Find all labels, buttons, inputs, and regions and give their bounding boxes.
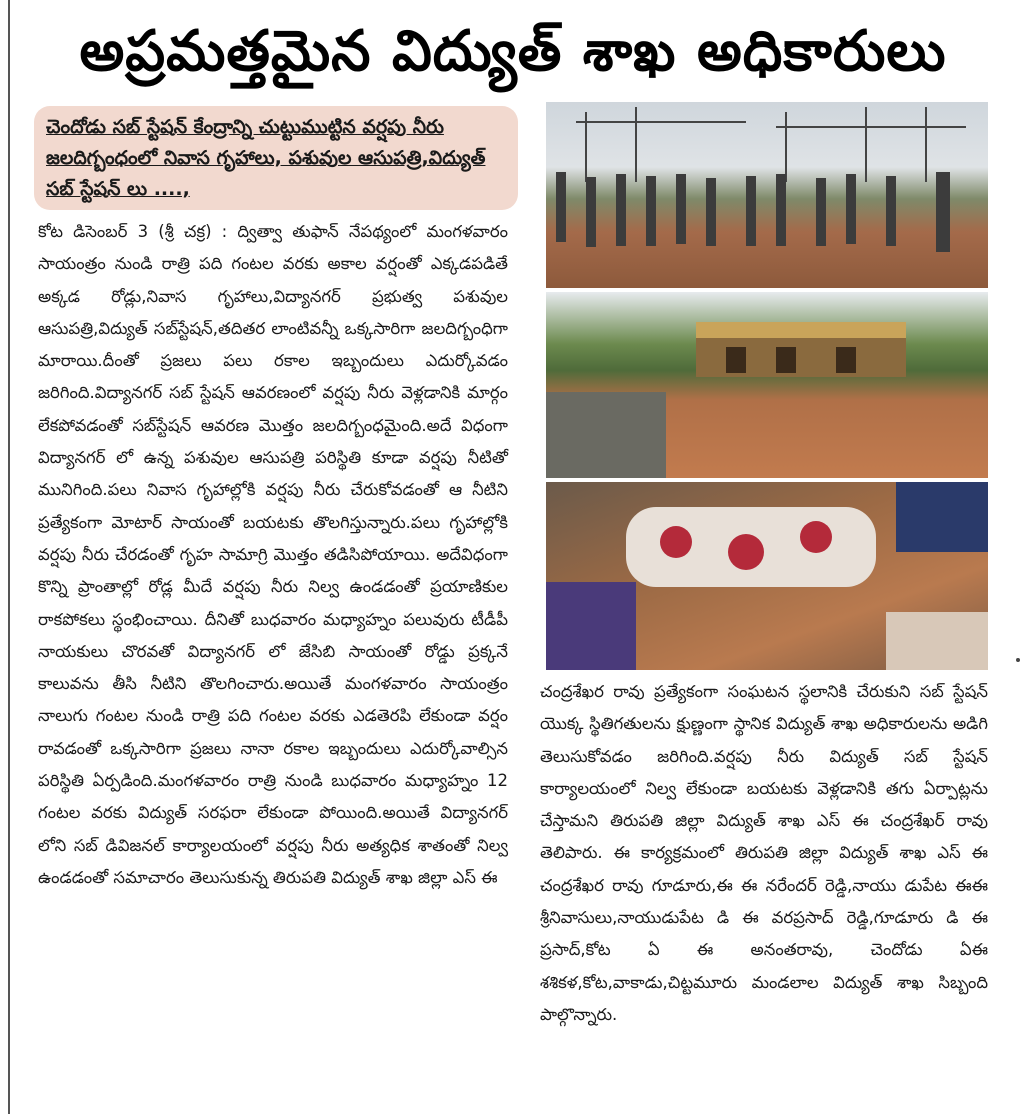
page-border	[8, 0, 10, 1114]
photo-substation-staff	[546, 102, 988, 288]
article-column-left	[38, 216, 508, 894]
headline: అప్రమత్తమైన విద్యుత్ శాఖ అధికారులు	[79, 19, 947, 84]
substation-illustration	[546, 102, 988, 288]
margin-mark	[1016, 658, 1020, 662]
photo-flooded-building	[546, 292, 988, 478]
article-body-left: కోట డిసెంబర్ 3 (శ్రీ చక్ర) : ద్విత్వా తుఫాన్ నేపథ్యంలో మంగళవారం సాయంత్రం నుండి రాత్రి పది గంటల వరకు అకాల వర్షంతో ఎక్కడపడితే అక్కడ రోడ్లు,నివాస గృహాలు,విద్యానగర్ ప్రభుత్వ పశువుల ఆసుపత్రి,విద్యుత్ సబ్‌స్టేషన్,తదితర లాంటివన్నీ ఒక్కసారిగా జలదిగ్బంధిగా మారాయి.దీంతో ప్రజలు పలు రకాల ఇబ్బందులు ఎదుర్కోవడం జరిగింది.విద్యానగర్ సబ్ స్టేషన్ ఆవరణంలో వర్షపు నీరు వెళ్లడానికి మార్గం లేకపోవడంతో సబ్‌స్టేషన్ ఆవరణ మొత్తం జలదిగ్బంధమైంది.అదే విధంగా విద్యానగర్ లో ఉన్న పశువుల ఆసుపత్రి పరిస్థితి కూడా వర్షపు నీటితో మునిగింది.పలు నివాస గృహాల్లోకి వర్షపు నీరు చేరుకోవడంతో ఆ నీటిని ప్రత్యేకంగా మోటార్ సాయంతో బయటకు తొలగిస్తున్నారు.పలు గృహాల్లోకి వర్షపు నీరు చేరడంతో గృహ సామాగ్రి మొత్తం తడిసిపోయాయి. అదేవిధంగా కొన్ని ప్రాంతాల్లో రోడ్ల మీదే వర్షపు నీరు నిల్వ ఉండడంతో ప్రయాణికుల రాకపోకలు స్థంభించాయి. దీనితో బుధవారం మధ్యాహ్నం పలువురు టీడీపీ నాయకులు చొరవతో విద్యానగర్ లో జేసిబి సాయంతో రోడ్డు ప్రక్కనే కాలువను తీసి నీటిని తొలగించారు.అయితే మంగళవారం సాయంత్రం నాలుగు గంటల నుండి రాత్రి పది గంటల వరకు ఎడతెరపి లేకుండా వర్షం రావడంతో ఒక్కసారిగా ప్రజలు నానా రకాల ఇబ్బందులు ఎదుర్కోవాల్సిన పరిస్థితి ఏర్పడింది.మంగళవారం రాత్రి నుండి బుధవారం మధ్యాహ్నం 12 గంటల వరకు విద్యుత్ సరఫరా లేకుండా పోయింది.అయితే విద్యానగర్ లోని సబ్ డివిజనల్ కార్యాలయంలో వర్షపు నీరు అత్యధిక శాతంతో నిల్వ ఉండడంతో సమాచారం తెలుసుకున్న తిరుపతి విద్యుత్ శాఖ జిల్లా ఎస్ ఈ	[38, 222, 508, 887]
subheading-box	[34, 106, 518, 210]
photo-flooded-home-interior	[546, 482, 988, 670]
article-body-right: చంద్రశేఖర రావు ప్రత్యేకంగా సంఘటన స్థలానికి చేరుకుని సబ్ స్టేషన్ యొక్క స్థితిగతులను క్షుణ్ణంగా స్థానిక విద్యుత్ శాఖ అధికారులను అడిగి తెలుసుకోవడం జరిగింది.వర్షపు నీరు విద్యుత్ సబ్ స్టేషన్ కార్యాలయంలో నిల్వ లేకుండా బయటకు వెళ్లడానికి తగు ఏర్పాట్లను చేస్తామని తిరుపతి జిల్లా విద్యుత్ శాఖ ఎస్ ఈ చంద్రశేఖర్ రావు తెలిపారు. ఈ కార్యక్రమంలో తిరుపతి జిల్లా విద్యుత్ శాఖ ఎస్ ఈ చంద్రశేఖర రావు గూడూరు,ఈ ఈ నరేందర్ రెడ్డి,నాయు డుపేట ఈఈ శ్రీనివాసులు,నాయుడుపేట డి ఈ వరప్రసాద్ రెడ్డి,గూడూరు డి ఈ ప్రసాద్,కోట ఏ ఈ అనంతరావు, చెందోడు ఏఈ శశికళ,కోట,వాకాడు,చిట్టమూరు మండలాల విద్యుత్ శాఖ సిబ్బంది పాల్గొన్నారు.	[540, 682, 988, 1024]
article-column-right	[540, 676, 988, 1031]
subheading: చెందోడు సబ్ స్టేషన్ కేంద్రాన్ని చుట్టుముట్టిన వర్షపు నీరు జలదిగ్బంధంలో నివాస గృహాలు, పశువుల ఆసుపత్రి,విద్యుత్ సబ్ స్టేషన్ లు ....,	[46, 116, 486, 200]
flooded-interior-illustration	[546, 482, 988, 670]
flooded-building-illustration	[546, 292, 988, 478]
